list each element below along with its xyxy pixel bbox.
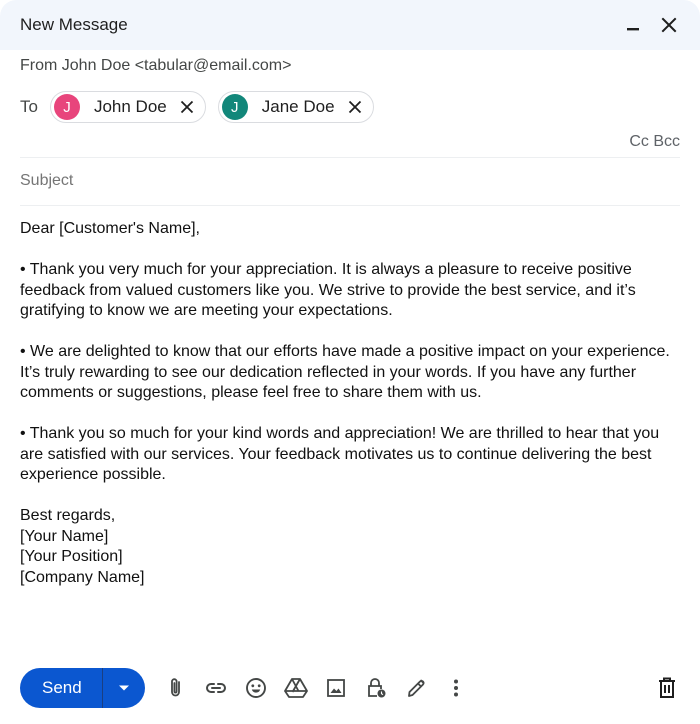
remove-recipient-button[interactable] [179,99,195,115]
discard-draft-button[interactable] [654,675,680,701]
send-button-group [20,668,145,708]
insert-drive-button[interactable] [283,675,309,701]
avatar: J [54,94,80,120]
body-paragraph: • We are delighted to know that our efforts have made a positive impact on your experience. It’s truly rewarding to see our dedication reflected in your words. If you have any further comments or suggestions, please feel free to share them with us. [20,343,670,401]
signature-line: [Your Position] [20,548,123,565]
compose-toolbar [20,668,680,708]
drive-icon [284,677,308,699]
close-icon [348,100,362,114]
message-body[interactable] [20,219,685,588]
signature-line: Best regards, [20,507,116,524]
insert-emoji-button[interactable] [243,675,269,701]
divider [20,157,680,158]
minimize-icon [626,18,640,32]
insert-link-button[interactable] [203,675,229,701]
more-options-button[interactable] [443,675,469,701]
divider [20,205,680,206]
signature-line: [Company Name] [20,568,145,586]
image-icon [326,678,346,698]
minimize-button[interactable] [622,14,644,36]
insert-photo-button[interactable] [323,675,349,701]
avatar: J [222,94,248,120]
insert-signature-button[interactable] [403,675,429,701]
attach-file-button[interactable] [163,675,189,701]
send-options-button[interactable] [103,668,145,708]
body-paragraph: • Thank you so much for your kind words and appreciation! We are thrilled to hear that you are satisfied with our services. Your feedback motivates us to continue delivering the best experience possible. [20,425,660,483]
bcc-link[interactable]: Bcc [653,133,680,150]
to-label: To [20,97,38,116]
greeting: Dear [Customer's Name], [20,220,200,237]
signature-pen-icon [405,677,427,699]
confidential-mode-button[interactable] [363,675,389,701]
from-field[interactable]: From John Doe <tabular@email.com> [20,57,292,74]
compose-titlebar [0,0,700,50]
close-icon [661,17,677,33]
subject-input[interactable]: Subject [20,172,74,189]
remove-recipient-button[interactable] [347,99,363,115]
confidential-lock-icon [365,677,387,699]
recipient-name: John Doe [93,97,167,116]
signature [20,506,685,588]
recipient-name: Jane Doe [261,97,335,116]
paperclip-icon [166,677,186,699]
cc-bcc-links [629,133,680,151]
window-title: New Message [20,15,128,34]
chevron-down-icon [118,684,130,692]
trash-icon [658,677,676,699]
close-icon [180,100,194,114]
signature-line: [Your Name] [20,527,109,545]
close-button[interactable] [658,14,680,36]
to-field[interactable] [20,91,386,123]
cc-link[interactable]: Cc [629,133,649,150]
send-button[interactable]: Send [42,678,82,697]
emoji-icon [245,677,267,699]
body-paragraph: • Thank you very much for your appreciation. It is always a pleasure to receive positive feedback from valued customers like you. We strive to provide the best service, and it’s gratifying to know we are meeting your expectations. [20,261,636,319]
recipient-chip[interactable] [218,91,374,123]
more-vert-icon [453,678,459,698]
recipient-chip[interactable] [50,91,206,123]
link-icon [205,681,227,695]
